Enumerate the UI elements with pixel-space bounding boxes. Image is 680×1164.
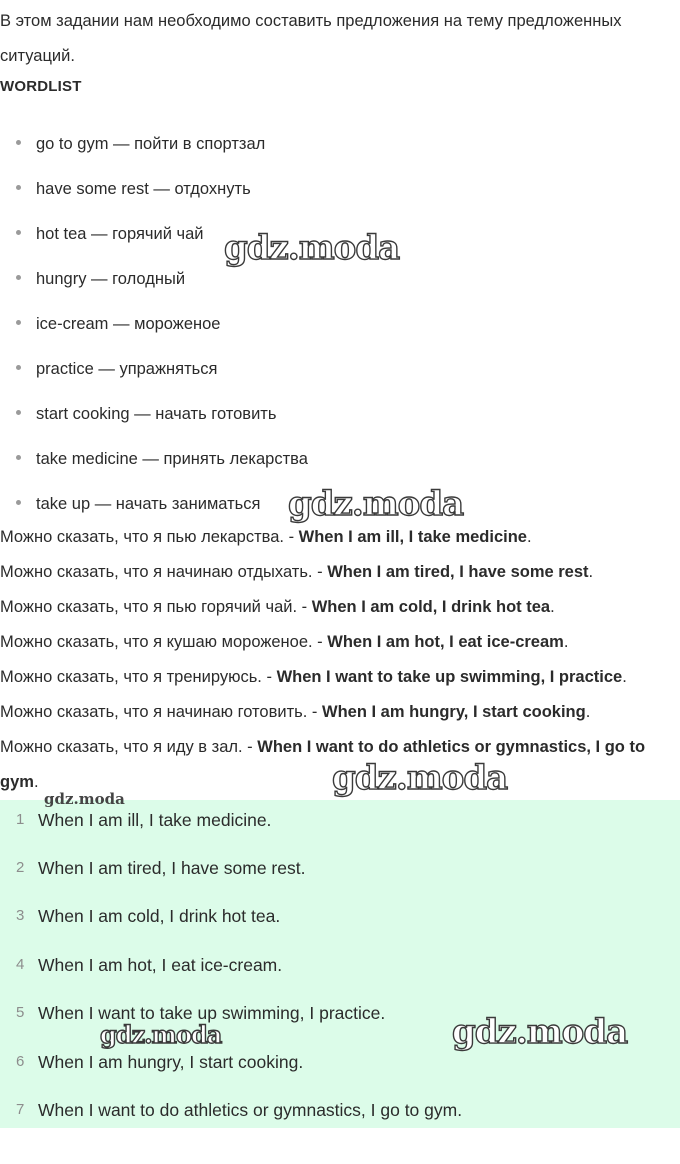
answer-row (0, 1046, 680, 1078)
bullet-icon (16, 140, 21, 145)
answer-number: 7 (16, 1101, 25, 1118)
watermark: gdz.moda (452, 1012, 628, 1052)
answer-number: 5 (16, 1004, 25, 1021)
wordlist-item: take medicine — принять лекарства (0, 439, 680, 484)
bullet-icon (16, 365, 21, 370)
answer-row (0, 1094, 680, 1126)
bullet-icon (16, 500, 21, 505)
answer-text: When I am cold, I drink hot tea. (38, 906, 281, 926)
sentence-answer: When I am hot, I eat ice-cream (327, 633, 564, 651)
wordlist-item: practice — упражняться (0, 349, 680, 394)
sentence: Можно сказать, что я кушаю мороженое. - When I am hot, I eat ice-cream. (0, 633, 569, 651)
answer-row (0, 949, 680, 981)
answer-text: When I am ill, I take medicine. (38, 810, 272, 830)
sentence-answer: When I am tired, I have some rest (327, 563, 589, 581)
answer-row (0, 900, 680, 932)
answer-number: 2 (16, 859, 25, 876)
answer-number: 6 (16, 1053, 25, 1070)
wordlist-item: ice-cream — мороженое (0, 304, 680, 349)
bullet-icon (16, 185, 21, 190)
bullet-icon (16, 320, 21, 325)
answer-text: When I am hungry, I start cooking. (38, 1052, 304, 1072)
answer-text: When I want to take up swimming, I practice. (38, 1003, 386, 1023)
bullet-icon (16, 455, 21, 460)
wordlist-heading: WORDLIST (0, 78, 82, 95)
wordlist (0, 124, 680, 529)
sentence-answer: When I am ill, I take medicine (298, 528, 527, 546)
sentence: Можно сказать, что я начинаю готовить. - When I am hungry, I start cooking. (0, 703, 591, 721)
sentence: Можно сказать, что я пью горячий чай. - When I am cold, I drink hot tea. (0, 598, 555, 616)
bullet-icon (16, 275, 21, 280)
answer-number: 1 (16, 811, 25, 828)
intro-text: В этом задании нам необходимо составить предложения на тему предложенных ситуаций. (0, 12, 622, 65)
answer-number: 4 (16, 956, 25, 973)
sentence-answer: When I want to take up swimming, I practice (276, 668, 623, 686)
wordlist-item: hungry — голодный (0, 259, 680, 304)
wordlist-item: have some rest — отдохнуть (0, 169, 680, 214)
bullet-icon (16, 230, 21, 235)
sentence: Можно сказать, что я иду в зал. - When I want to do athletics or gymnastics, I go to gym. (0, 738, 646, 791)
watermark: gdz.moda (224, 228, 400, 268)
answer-number: 3 (16, 907, 25, 924)
wordlist-item: take up — начать заниматься (0, 484, 680, 529)
watermark: gdz.moda (288, 484, 464, 524)
sentence: Можно сказать, что я пью лекарства. - When I am ill, I take medicine. (0, 528, 532, 546)
sentence-answer: When I am hungry, I start cooking (322, 703, 586, 721)
answer-text: When I want to do athletics or gymnastics, I go to gym. (38, 1100, 463, 1120)
wordlist-item: start cooking — начать готовить (0, 394, 680, 439)
sentence: Можно сказать, что я тренируюсь. - When I want to take up swimming, I practice. (0, 668, 627, 686)
answer-text: When I am tired, I have some rest. (38, 858, 306, 878)
sentence-answer: When I am cold, I drink hot tea (311, 598, 551, 616)
wordlist-item: go to gym — пойти в спортзал (0, 124, 680, 169)
answer-row (0, 804, 680, 836)
sentence: Можно сказать, что я начинаю отдыхать. - When I am tired, I have some rest. (0, 563, 594, 581)
sentence-answer: When I want to do athletics or gymnastics, I go to gym (0, 738, 646, 791)
example-sentences (0, 520, 680, 800)
answer-row (0, 852, 680, 884)
watermark: gdz.moda (100, 1020, 222, 1049)
answer-text: When I am hot, I eat ice-cream. (38, 955, 283, 975)
answers-block (0, 800, 680, 1128)
watermark: gdz.moda (332, 758, 508, 798)
watermark: gdz.moda (44, 790, 125, 808)
bullet-icon (16, 410, 21, 415)
wordlist-item: hot tea — горячий чай (0, 214, 680, 259)
answer-row (0, 997, 680, 1029)
